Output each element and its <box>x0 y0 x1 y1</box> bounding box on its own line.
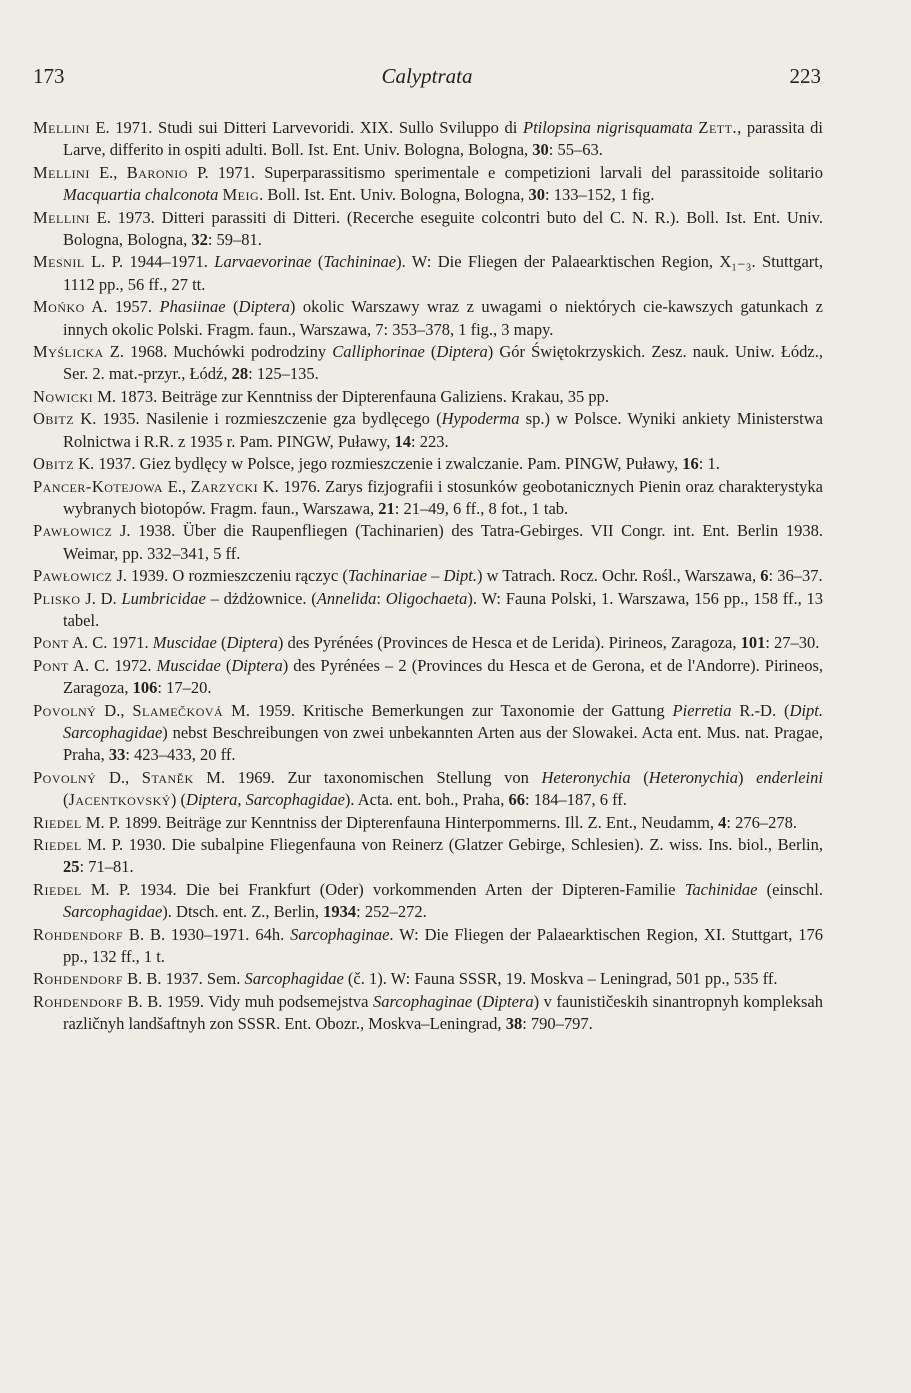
reference-text: B. B. 1930–1971. 64h. <box>123 924 291 944</box>
author-name: Pawłowicz <box>33 566 113 586</box>
italic-text: Diptera <box>231 655 283 675</box>
reference-text: ) des Pyrénées (Provinces de Hesca et de Lerida). Pirineos, Zaragoza, <box>277 633 741 653</box>
reference-text: K. 1937. Giez bydlęcy w Polsce, jego rozmieszczenie i zwalczanie. Pam. PINGW, Puławy, <box>74 454 683 474</box>
volume-number: 21 <box>378 498 395 518</box>
reference-text: (einschl. <box>757 879 823 899</box>
reference-text: ). Dtsch. ent. Z., Berlin, <box>162 902 324 922</box>
volume-number: 4 <box>718 812 727 832</box>
reference-text: B. B. 1959. Vidy muh podsemejstva <box>123 991 373 1011</box>
reference-text: M. P. 1899. Beiträge zur Kenntniss der Dipterenfauna Hinterpommerns. Ill. Z. Ent., Neudamm, <box>81 812 719 832</box>
reference-text: . Boll. Ist. Ent. Univ. Bologna, Bologna, <box>259 185 529 205</box>
reference-text: : 27–30. <box>765 633 820 653</box>
reference-entry <box>33 879 823 924</box>
reference-entry <box>33 834 823 879</box>
author-name: Povolný <box>33 700 97 720</box>
reference-entry <box>33 408 823 453</box>
reference-text: J. 1939. O rozmieszczeniu rączyc ( <box>112 566 348 586</box>
reference-entry <box>33 767 823 812</box>
italic-text: Diptera <box>238 297 290 317</box>
author-name: Obitz <box>33 409 75 429</box>
reference-text: ( <box>63 790 69 810</box>
reference-entry <box>33 296 823 341</box>
italic-text: Heteronychia <box>541 767 631 787</box>
reference-text: : 21–49, 6 ff., 8 fot., 1 tab. <box>394 498 569 518</box>
italic-text: Phasiinae <box>159 297 226 317</box>
italic-text: Macquartia chalconota <box>63 185 219 205</box>
reference-text: ( <box>630 767 649 787</box>
author-name: Zarzycki <box>190 476 259 496</box>
author-name: Pawłowicz <box>33 521 113 541</box>
reference-text: : 184–187, 6 ff. <box>525 790 627 810</box>
reference-text: Z. 1968. Muchówki podrodziny <box>103 342 333 362</box>
reference-text: J. 1938. Über die Raupenfliegen (Tachinarien) des Tatra-Gebirges. VII Congr. int. Ent. Berlin 1938. Weimar, pp. 332–341, 5 ff. <box>63 521 823 563</box>
page-number-right: 223 <box>789 64 821 88</box>
reference-entry <box>33 655 823 700</box>
volume-number: 28 <box>231 364 249 384</box>
reference-text: ( <box>311 252 324 272</box>
reference-text: E. 1971. Studi sui Ditteri Larvevoridi. XIX. Sullo Sviluppo di <box>89 118 523 137</box>
author-name: Mońko <box>33 297 85 317</box>
italic-text: enderleini <box>756 767 823 787</box>
volume-number: 101 <box>740 633 766 653</box>
italic-text: Diptera <box>482 991 534 1011</box>
volume-number: 32 <box>191 230 208 250</box>
volume-number: 30 <box>532 140 549 160</box>
reference-entry <box>33 453 823 475</box>
author-name: Riedel <box>33 835 82 854</box>
reference-entry <box>33 476 823 521</box>
reference-text: J. D. <box>80 588 122 608</box>
reference-entry <box>33 565 823 587</box>
volume-number: 1934 <box>323 902 357 922</box>
reference-entry <box>33 632 823 654</box>
italic-text: Hypoderma <box>441 409 520 429</box>
reference-text: ) Gór Świętokrzyskich. Zesz. nauk. Uniw. Łódz., Ser. 2. mat.-przyr., Łódź, <box>63 342 823 384</box>
reference-text: ( <box>225 297 239 317</box>
italic-text: Oligochaeta <box>385 588 468 608</box>
italic-text: Tachinariae – Dipt. <box>347 566 477 586</box>
author-name: Staněk <box>141 767 194 787</box>
reference-entry <box>33 162 823 207</box>
reference-text: L. P. 1944–1971. <box>84 252 215 272</box>
reference-text: A. 1957. <box>84 297 160 317</box>
author-name: Mesnil <box>33 252 85 272</box>
reference-text: P. 1971. Superparassitismo sperimentale e competizioni larvali del parassitoide solitario <box>187 162 823 182</box>
italic-text: Annelida <box>316 588 377 608</box>
italic-text: Sarcophagidae <box>244 969 344 989</box>
reference-entry <box>33 588 823 633</box>
reference-text: ). W: Fauna Polski, 1. Warszawa, 156 pp., 158 ff., 13 tabel. <box>63 588 823 630</box>
reference-text: E. 1973. Ditteri parassiti di Ditteri. (Recerche eseguite colcontri buto del C. N. R.). Boll. Ist. Ent. Univ. Bologna, Bologna, <box>63 207 823 250</box>
reference-text: : 55–63. <box>548 140 603 160</box>
author-name: Plisko <box>33 588 81 608</box>
reference-text: ) des Pyrénées – 2 (Provinces du Hesca et de Gerona, et de l'Andorre). Pirineos, Zaragoza, <box>63 655 824 698</box>
reference-text: ). Acta. ent. boh., Praha, <box>344 790 509 810</box>
reference-text: ( <box>220 655 232 675</box>
author-name: Mellini <box>33 207 90 227</box>
author-name: Zett. <box>698 118 738 137</box>
author-name: Rohdendorf <box>33 924 124 944</box>
italic-text: Sarcophaginae <box>290 924 390 944</box>
reference-text: M. 1959. Kritische Bemerkungen zur Taxonomie der Gattung <box>223 700 673 720</box>
reference-text: A. C. 1972. <box>68 655 157 675</box>
reference-text: K. 1976. Zarys fizjografii i stosunków geobotanicznych Pienin oraz charakterystyka wybranych biotopów. Fragm. faun., Warszawa, <box>63 476 823 518</box>
italic-text: Tachininae <box>323 252 397 272</box>
author-name: Riedel <box>33 879 82 899</box>
author-name: Rohdendorf <box>33 969 124 989</box>
italic-text: Diptera <box>436 342 488 362</box>
reference-text: – dżdżownice. ( <box>205 588 317 608</box>
reference-text: E., <box>163 476 191 496</box>
author-name: Rohdendorf <box>33 991 124 1011</box>
volume-number: 66 <box>508 790 526 810</box>
reference-text: B. B. 1937. Sem. <box>123 969 245 989</box>
volume-number: 14 <box>394 431 412 451</box>
reference-entry <box>33 924 823 969</box>
author-name: Jacentkovský <box>68 790 171 810</box>
author-name: Pont <box>33 655 69 675</box>
reference-text: , parassita di Larve, differito in ospiti adulti. Boll. Ist. Ent. Univ. Bologna, Bologna, <box>63 118 824 160</box>
reference-entry <box>33 520 823 565</box>
italic-text: Calliphorinae <box>332 342 425 362</box>
volume-number: 38 <box>505 1014 523 1034</box>
author-name: Meig <box>222 185 260 205</box>
reference-entry <box>33 386 823 408</box>
reference-text: : 133–152, 1 fig. <box>545 185 655 205</box>
reference-text: M. P. 1930. Die subalpine Fliegenfauna von Reinerz (Glatzer Gebirge, Schlesien). Z. wiss. Ins. biol., Berlin, <box>81 835 823 854</box>
reference-text: ) ( <box>170 790 187 810</box>
italic-text: Diptera <box>226 633 278 653</box>
reference-text: . W: Die Fliegen der Palaearktischen Region, XI. Stuttgart, 176 pp., 132 ff., 1 t. <box>63 924 824 967</box>
reference-text: : 223. <box>411 431 449 451</box>
reference-text: ). W: Die Fliegen der Palaearktischen Region, X₁₋₃. Stuttgart, 1112 pp., 56 ff., 27 tt. <box>63 252 823 294</box>
italic-text: Dipt. Sarcophagidae <box>63 700 823 742</box>
volume-number: 33 <box>108 745 126 765</box>
italic-text: Pierretia <box>672 700 732 720</box>
italic-text: Muscidae <box>152 633 217 653</box>
italic-text: Diptera, Sarcophagidae <box>186 790 345 810</box>
author-name: Povolný <box>33 767 97 787</box>
italic-text: Lumbricidae <box>121 588 206 608</box>
author-name: Mellini <box>33 162 90 182</box>
reference-text: ) v faunističeskih sinantropnyh kompleksah različnyh landšaftnyh zon SSSR. Ent. Obozr., Moskva–Leningrad, <box>63 991 823 1034</box>
reference-entry <box>33 812 823 834</box>
reference-text: : 276–278. <box>726 812 797 832</box>
reference-text: M. 1873. Beiträge zur Kenntniss der Dipterenfauna Galiziens. Krakau, 35 pp. <box>93 386 610 406</box>
reference-text: : 17–20. <box>157 678 212 698</box>
reference-text: E., <box>89 162 127 182</box>
author-name: Mellini <box>33 118 90 137</box>
reference-entry <box>33 700 823 767</box>
reference-text: (č. 1). W: Fauna SSSR, 19. Moskva – Leningrad, 501 pp., 535 ff. <box>343 969 778 989</box>
reference-entry <box>33 251 823 296</box>
italic-text: Muscidae <box>156 655 221 675</box>
reference-text: A. C. 1971. <box>68 633 153 653</box>
reference-text: : 423–433, 20 ff. <box>125 745 236 765</box>
reference-text: ) okolic Warszawy wraz z uwagami o niektórych cie-kawszych gatunkach z innych okolic Polski. Fragm. faun., Warszawa, 7: 353–378, 1 fig., 3 mapy. <box>63 297 824 339</box>
reference-text: D., <box>96 767 142 787</box>
reference-text: : 1. <box>698 454 720 474</box>
author-name: Pont <box>33 633 69 653</box>
volume-number: 6 <box>760 566 769 586</box>
reference-list <box>33 117 823 1036</box>
reference-text: : 71–81. <box>79 857 134 877</box>
volume-number: 30 <box>528 185 545 205</box>
author-name: Riedel <box>33 812 82 832</box>
volume-number: 16 <box>682 454 699 474</box>
reference-text: : <box>376 588 386 608</box>
reference-text: sp.) w Polsce. Wyniki ankiety Ministerstwa Rolnictwa i R.R. z 1935 r. Pam. PINGW, Puławy, <box>63 409 823 451</box>
author-name: Pancer-Kotejowa <box>33 476 164 496</box>
italic-text: Heteronychia <box>648 767 738 787</box>
reference-text: ( <box>472 991 483 1011</box>
italic-text: Larvaevorinae <box>214 252 312 272</box>
reference-text: K. 1935. Nasilenie i rozmieszczenie gza bydlęcego ( <box>74 409 442 429</box>
volume-number: 106 <box>132 678 158 698</box>
page-number-left: 173 <box>33 64 65 88</box>
italic-text: Sarcophaginae <box>372 991 473 1011</box>
reference-entry <box>33 991 823 1036</box>
reference-text: ( <box>216 633 227 653</box>
running-title: Calyptrata <box>381 64 473 88</box>
author-name: Nowicki <box>33 386 94 406</box>
reference-entry <box>33 117 823 162</box>
reference-text: ) w Tatrach. Rocz. Ochr. Rośl., Warszawa, <box>476 566 761 586</box>
reference-text: ( <box>424 342 437 362</box>
reference-entry <box>33 968 823 990</box>
author-name: Slamečková <box>132 700 224 720</box>
italic-text: Tachinidae <box>684 879 758 899</box>
reference-text: D., <box>96 700 133 720</box>
reference-text: M. 1969. Zur taxonomischen Stellung von <box>193 767 542 787</box>
author-name: Myślicka <box>33 342 104 362</box>
volume-number: 25 <box>63 857 80 877</box>
reference-text: : 252–272. <box>356 902 427 922</box>
reference-text: ) nebst Beschreibungen von zwei unbekannten Arten aus der Slowakei. Acta ent. Mus. nat. Pragae, Praha, <box>63 722 823 765</box>
reference-text: : 790–797. <box>522 1014 593 1034</box>
reference-text: : 36–37. <box>768 566 823 586</box>
reference-text: R.-D. ( <box>731 700 790 720</box>
reference-text: M. P. 1934. Die bei Frankfurt (Oder) vorkommenden Arten der Dipteren-Familie <box>81 879 685 899</box>
italic-text: Ptilopsina nigrisquamata <box>522 118 693 137</box>
reference-text: : 59–81. <box>207 230 262 250</box>
reference-text: : 125–135. <box>248 364 319 384</box>
running-header <box>33 64 821 94</box>
reference-entry <box>33 207 823 252</box>
italic-text: Sarcophagidae <box>63 902 163 922</box>
author-name: Obitz <box>33 454 75 474</box>
reference-entry <box>33 341 823 386</box>
reference-text: ) <box>737 767 757 787</box>
author-name: Baronio <box>126 162 188 182</box>
